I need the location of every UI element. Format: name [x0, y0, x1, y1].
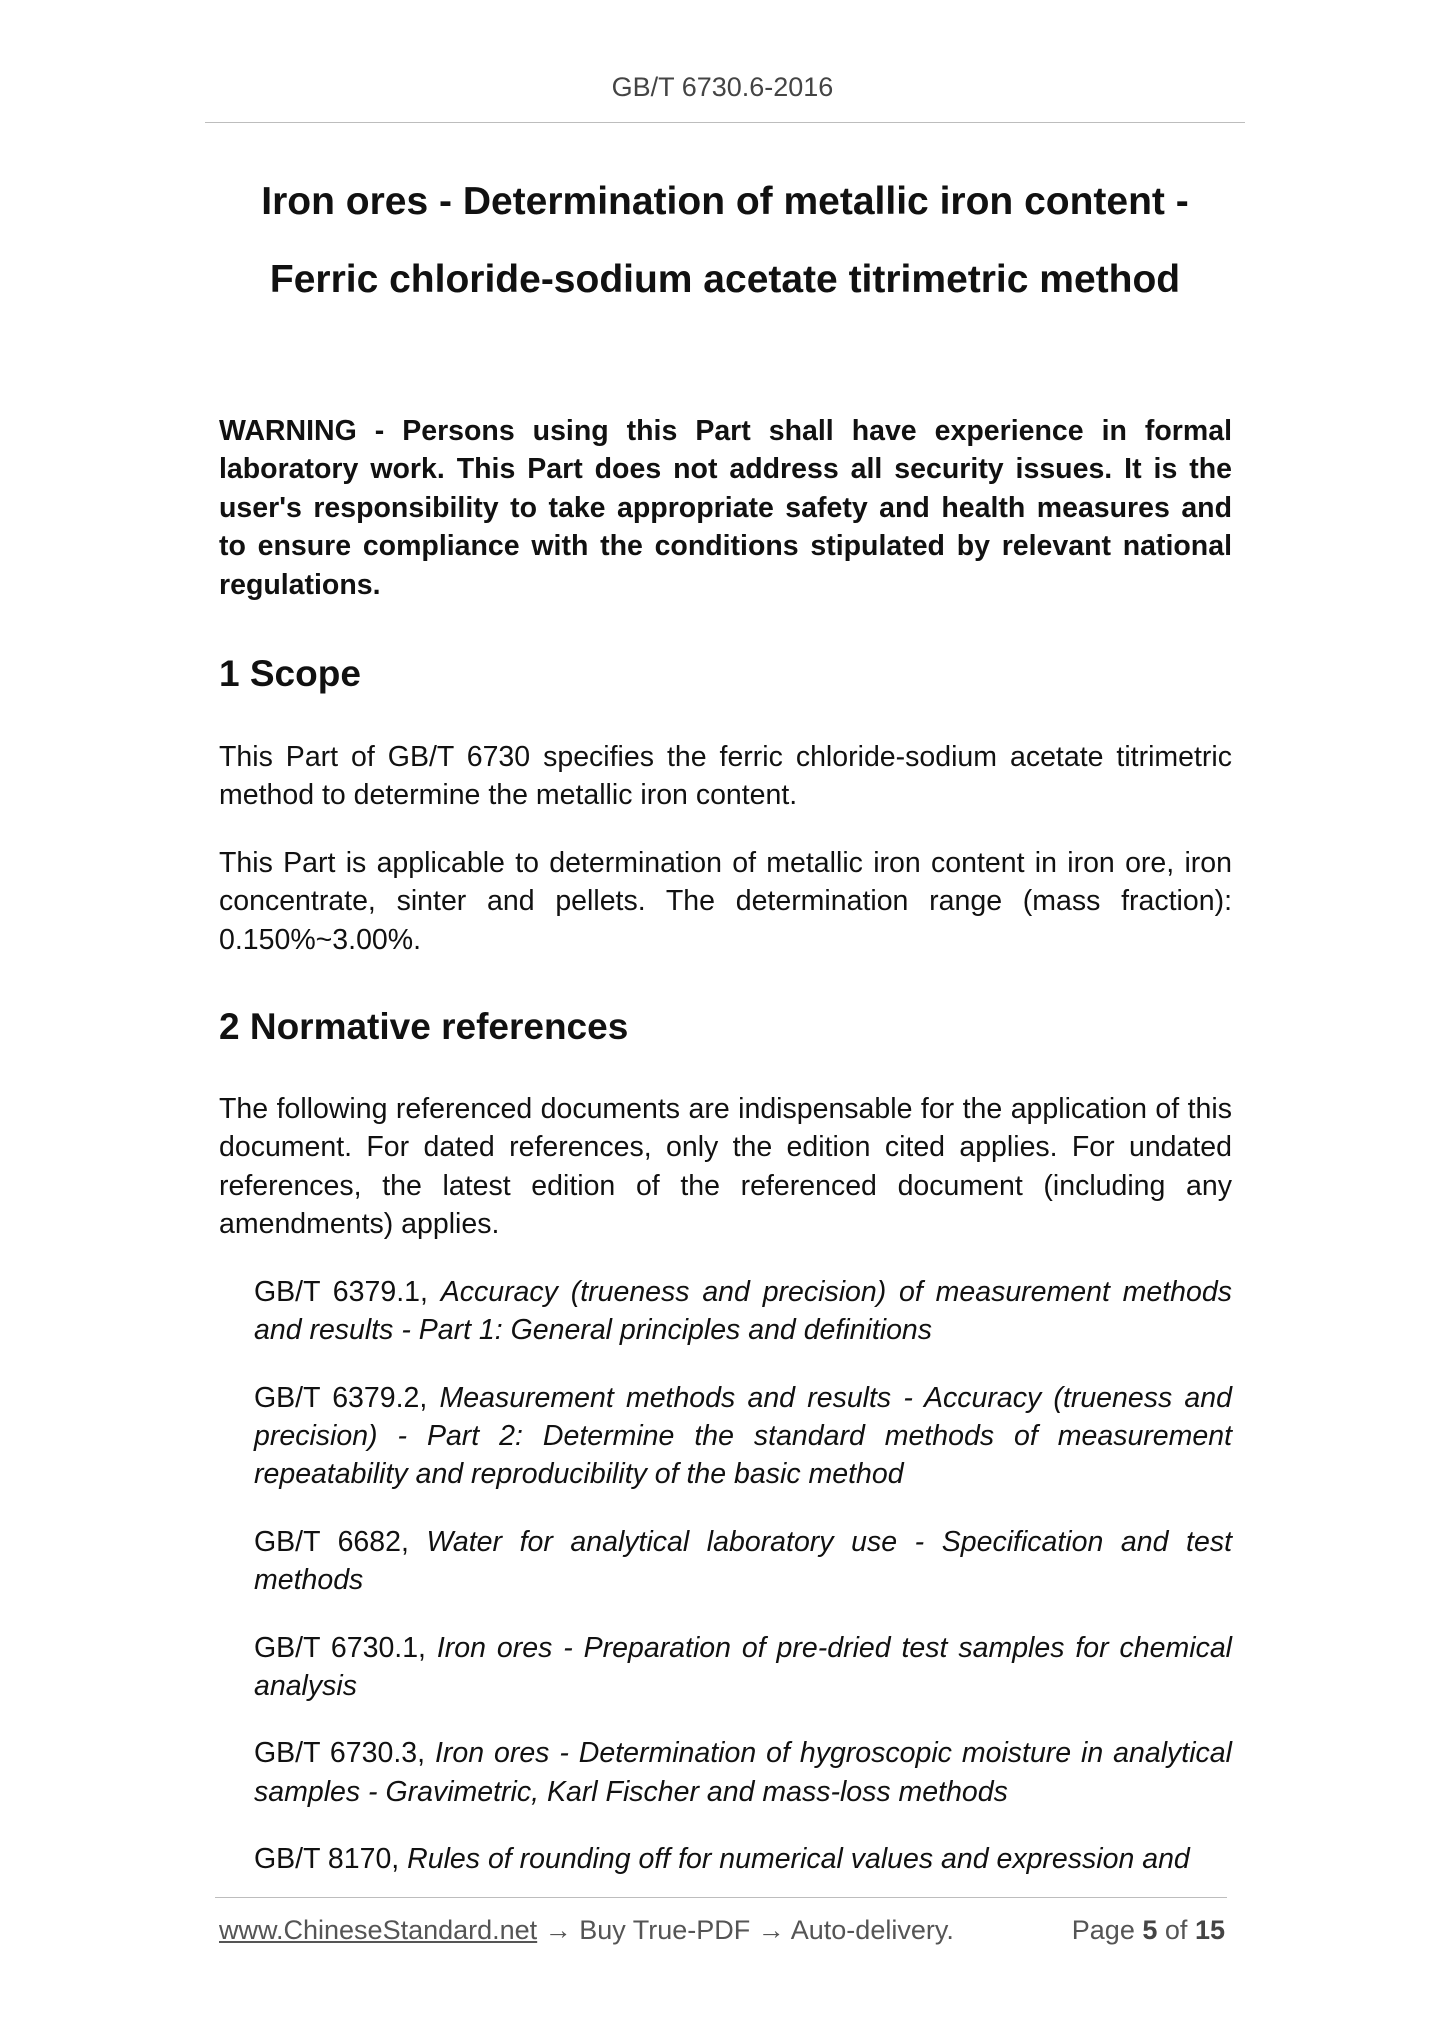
reference-code: GB/T 6730.3, — [254, 1737, 435, 1770]
reference-item — [254, 1629, 1232, 1706]
reference-item — [254, 1734, 1232, 1811]
section-heading-normative-references: 2 Normative references — [219, 1006, 629, 1048]
reference-code: GB/T 6682, — [254, 1525, 427, 1558]
header-divider — [205, 122, 1245, 123]
page-number — [1072, 1915, 1225, 1946]
reference-code: GB/T 6379.2, — [254, 1381, 440, 1414]
warning-notice: WARNING - Persons using this Part shall have experience in formal laboratory work. This Part does not address all security issues. It is the user's responsibility to take appropriate safety and health measures and to ensure compliance with the conditions stipulated by relevant national regulations. — [219, 415, 1232, 601]
reference-code: GB/T 6379.1, — [254, 1275, 441, 1308]
header-standard-code: GB/T 6730.6-2016 — [611, 72, 834, 102]
reference-title: Iron ores - Determination of hygroscopic moisture in analytical samples - Gravimetric, Karl Fischer and mass-loss methods — [254, 1737, 1232, 1808]
total-pages: 15 — [1194, 1915, 1225, 1945]
document-title — [205, 163, 1245, 319]
reference-title: Water for analytical laboratory use - Specification and test methods — [254, 1525, 1232, 1597]
arrow-right-icon: → — [750, 1915, 791, 1945]
page-label: Page — [1071, 1915, 1135, 1945]
website-link[interactable]: www.ChineseStandard.net — [219, 1915, 538, 1945]
reference-title: Rules of rounding off for numerical values and expression and — [407, 1843, 1190, 1876]
reference-item — [254, 1379, 1232, 1494]
footer-divider — [215, 1897, 1227, 1898]
reference-title: Iron ores - Preparation of pre-dried test samples for chemical analysis — [254, 1631, 1232, 1702]
normative-intro-paragraph: The following referenced documents are indispensable for the application of this document. For dated references, only the edition cited applies. For undated references, the latest edition of the referenced document (including any amendments) applies. — [219, 1093, 1232, 1241]
reference-title: Accuracy (trueness and precision) of measurement methods and results - Part 1: General principles and definitions — [254, 1275, 1232, 1347]
title-line-1: Iron ores - Determination of metallic iron content - — [261, 180, 1189, 223]
reference-code: GB/T 6730.1, — [254, 1631, 437, 1664]
footer-buy-text: Buy True-PDF — [579, 1915, 751, 1945]
footer-promo — [219, 1915, 954, 1946]
title-line-2: Ferric chloride-sodium acetate titrimetric method — [269, 258, 1181, 301]
reference-title: Measurement methods and results - Accuracy (trueness and precision) - Part 2: Determine the standard methods of measurement repeatability and reproducibility of the basic method — [254, 1381, 1232, 1491]
current-page: 5 — [1142, 1915, 1158, 1945]
scope-paragraph-2: This Part is applicable to determination of metallic iron content in iron ore, iron concentrate, sinter and pellets. The determination range (mass fraction): 0.150%~3.00%. — [219, 846, 1232, 956]
arrow-right-icon: → — [537, 1915, 580, 1945]
footer-auto-text: Auto-delivery. — [790, 1915, 954, 1945]
document-body — [219, 412, 1232, 1908]
reference-item — [254, 1273, 1232, 1350]
section-heading-scope: 1 Scope — [219, 653, 361, 695]
of-label: of — [1164, 1915, 1188, 1945]
scope-paragraph-1: This Part of GB/T 6730 specifies the ferric chloride-sodium acetate titrimetric method to determine the metallic iron content. — [219, 741, 1232, 812]
reference-code: GB/T 8170, — [254, 1843, 408, 1876]
reference-item — [254, 1523, 1232, 1600]
reference-item — [254, 1840, 1232, 1878]
